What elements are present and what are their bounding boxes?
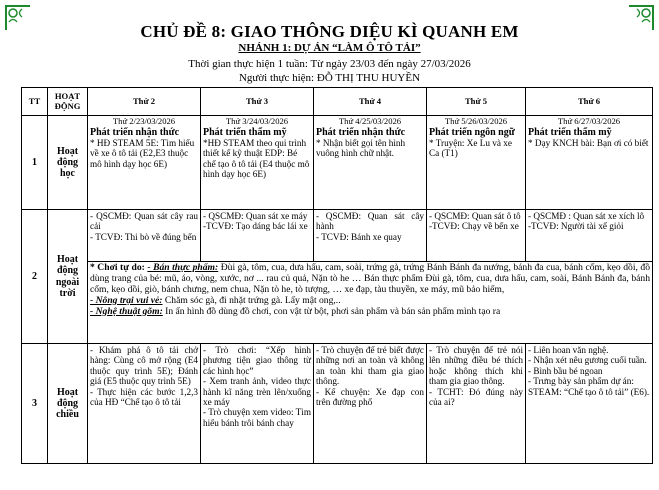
table-cell bbox=[88, 116, 201, 210]
cell-date: Thứ 5/26/03/2026 bbox=[444, 116, 508, 126]
farm-label: - Nông trại vui vẻ: bbox=[90, 294, 163, 306]
table-cell: - QSCMĐ: Quan sát cây rau cải - TCVĐ: Thi bò về đúng bến bbox=[88, 210, 201, 262]
table-cell: - Liên hoan văn nghệ. - Nhận xét nêu gương cuối tuần. - Bình bầu bé ngoan - Trưng bày sản phẩm dự án: STEAM: “Chế tạo ô tô tải” (E6). bbox=[526, 344, 653, 464]
cell-domain: Phát triển ngôn ngữ bbox=[429, 126, 515, 138]
free-play-paragraph bbox=[90, 263, 650, 296]
table-cell bbox=[526, 116, 653, 210]
col-header-stt: TT bbox=[22, 88, 48, 116]
col-header-day: Thứ 6 bbox=[526, 88, 653, 116]
branch-title bbox=[0, 42, 659, 54]
table-cell bbox=[314, 116, 427, 210]
person-name: ĐỖ THỊ THU HUYỀN bbox=[316, 72, 421, 84]
cell-domain: Phát triển nhận thức bbox=[90, 126, 180, 138]
cell-domain: Phát triển thẩm mỹ bbox=[528, 126, 612, 138]
table-cell bbox=[427, 116, 526, 210]
time-mid: đến ngày bbox=[375, 58, 421, 70]
row-activity: Hoạt động ngoài trời bbox=[48, 210, 88, 344]
table-cell: - QSCMĐ : Quan sát xe xích lô -TCVĐ: Người tài xế giỏi bbox=[526, 210, 653, 262]
cell-content: *HĐ STEAM theo qui trình thiết kế kỹ thuật EDP: Bé chế tạo ô tô tải (E4 thuộc mô hình dạy học 6E) bbox=[203, 138, 310, 180]
table-row bbox=[22, 116, 653, 210]
cell-date: Thứ 4/25/03/2026 bbox=[338, 116, 402, 126]
table-cell: - QSCMĐ: Quan sát cây hành - TCVĐ: Bánh xe quay bbox=[314, 210, 427, 262]
art-paragraph bbox=[90, 307, 650, 318]
table-row bbox=[22, 344, 653, 464]
table-cell: - Khám phá ô tô tải chở hàng: Cùng cô mở rộng (E4 thuộc quy trình 5E); Đánh giá (E5 thuộc quy trình 5E) - Thực hiện các bước 1,2,3 của HĐ “Chế tạo ô tô tải bbox=[88, 344, 201, 464]
person-label: Người thực hiện: bbox=[238, 72, 317, 84]
art-label: - Nghệ thuật gõm: bbox=[90, 305, 163, 317]
row-activity: Hoạt động học bbox=[48, 116, 88, 210]
page-title: CHỦ ĐỀ 8: GIAO THÔNG DIỆU KÌ QUANH EM bbox=[140, 22, 519, 41]
cell-content: * HĐ STEAM 5E: Tìm hiểu về xe ô tô tải (E2,E3 thuộc mô hình dạy học 6E) bbox=[90, 138, 195, 169]
col-header-day: Thứ 5 bbox=[427, 88, 526, 116]
cell-date: Thứ 3/24/03/2026 bbox=[225, 116, 289, 126]
cell-content: * Nhận biết gọi tên hình vuông hình chữ nhật. bbox=[316, 138, 406, 159]
free-play-cell bbox=[88, 262, 653, 344]
col-header-day: Thứ 3 bbox=[201, 88, 314, 116]
col-header-activity: HOẠT ĐỘNG bbox=[48, 88, 88, 116]
table-cell: - QSCMĐ: Quan sát ô tô -TCVĐ: Chạy về bến xe bbox=[427, 210, 526, 262]
weekly-plan-table bbox=[21, 87, 653, 464]
row-number: 3 bbox=[22, 344, 48, 464]
table-cell: - Trò chuyện để trẻ nói lên những điều bé thích hoặc không thích khi tham gia giao thông. - TCHT: Đó đúng này của ai? bbox=[427, 344, 526, 464]
table-header-row bbox=[22, 88, 653, 116]
time-from: 23/03 bbox=[350, 58, 376, 70]
cell-content: * Truyện: Xe Lu và xe Ca (T1) bbox=[429, 138, 512, 159]
cell-date: Thứ 6/27/03/2026 bbox=[557, 116, 621, 126]
art-text: In ấn hình đồ dùng đồ chơi, con vật từ bột, phơi sản phẩm và bán sản phẩm mình tạo ra bbox=[162, 305, 501, 317]
table-row bbox=[22, 210, 653, 262]
time-to: 27/03/2026 bbox=[420, 58, 471, 70]
free-play-sub-label: - Bán thực phẩm: bbox=[147, 262, 219, 273]
table-cell bbox=[201, 116, 314, 210]
table-cell: - Trò chơi: “Xếp hình phương tiện giao thông từ các hình học” - Xem tranh ảnh, video thực hành kĩ năng trèn lên/xuống xe máy - Trò chuyện xem video: Tìm hiểu bánh trôi bánh chay bbox=[201, 344, 314, 464]
row-number: 1 bbox=[22, 116, 48, 210]
branch-label: NHÁNH 1: DỰ ÁN “LÀM Ô TÔ TẢI” bbox=[238, 42, 421, 54]
row-number: 2 bbox=[22, 210, 48, 344]
cell-date: Thứ 2/23/03/2026 bbox=[112, 116, 176, 126]
free-play-text: Đùi gà, tôm, cua, dưa hấu, cam, soài, trứng gà, trứng Bánh Bánh đa nướng, bánh đa cua, bánh cốm, kẹo dồi, đồ dùng trang của bé: mũ, áo, vòng, xước, nơ ... rau củ quả, Nặn tò he … Bán thực phẩm Đùi gà, tôm, cua, dưa hấu, cam, soài, Bánh Bánh đa, bánh cốm, kẹo dồi, giò, bánh chưng, nem chua, Nặn tò he, tò tượng, … xe đạp, tàu thuyền, xe máy, mũ bảo hiểm, bbox=[90, 262, 650, 295]
table-cell: - Trò chuyện để trẻ biết được những nơi an toàn và không an toàn khi tham gia giao thông. - Kể chuyện: Xe đạp con trên đường phố bbox=[314, 344, 427, 464]
table-row bbox=[22, 262, 653, 344]
free-play-label: * Chơi tự do: bbox=[90, 262, 148, 273]
cell-content: * Dạy KNCH bài: Bạn ơi có biết bbox=[528, 138, 649, 148]
person-line bbox=[0, 72, 659, 84]
farm-text: Chăm sóc gà, đi nhặt trứng gà. Lấy mật ong,.. bbox=[162, 294, 341, 306]
table-cell: - QSCMĐ: Quan sát xe máy -TCVĐ: Tạo dáng bác lái xe bbox=[201, 210, 314, 262]
cell-domain: Phát triển thẩm mỹ bbox=[203, 126, 287, 138]
time-prefix: Thời gian thực hiện 1 tuần: Từ ngày bbox=[188, 58, 351, 70]
time-line bbox=[0, 58, 659, 70]
col-header-day: Thứ 2 bbox=[88, 88, 201, 116]
row-activity: Hoạt động chiều bbox=[48, 344, 88, 464]
cell-domain: Phát triển nhận thức bbox=[316, 126, 406, 138]
col-header-day: Thứ 4 bbox=[314, 88, 427, 116]
